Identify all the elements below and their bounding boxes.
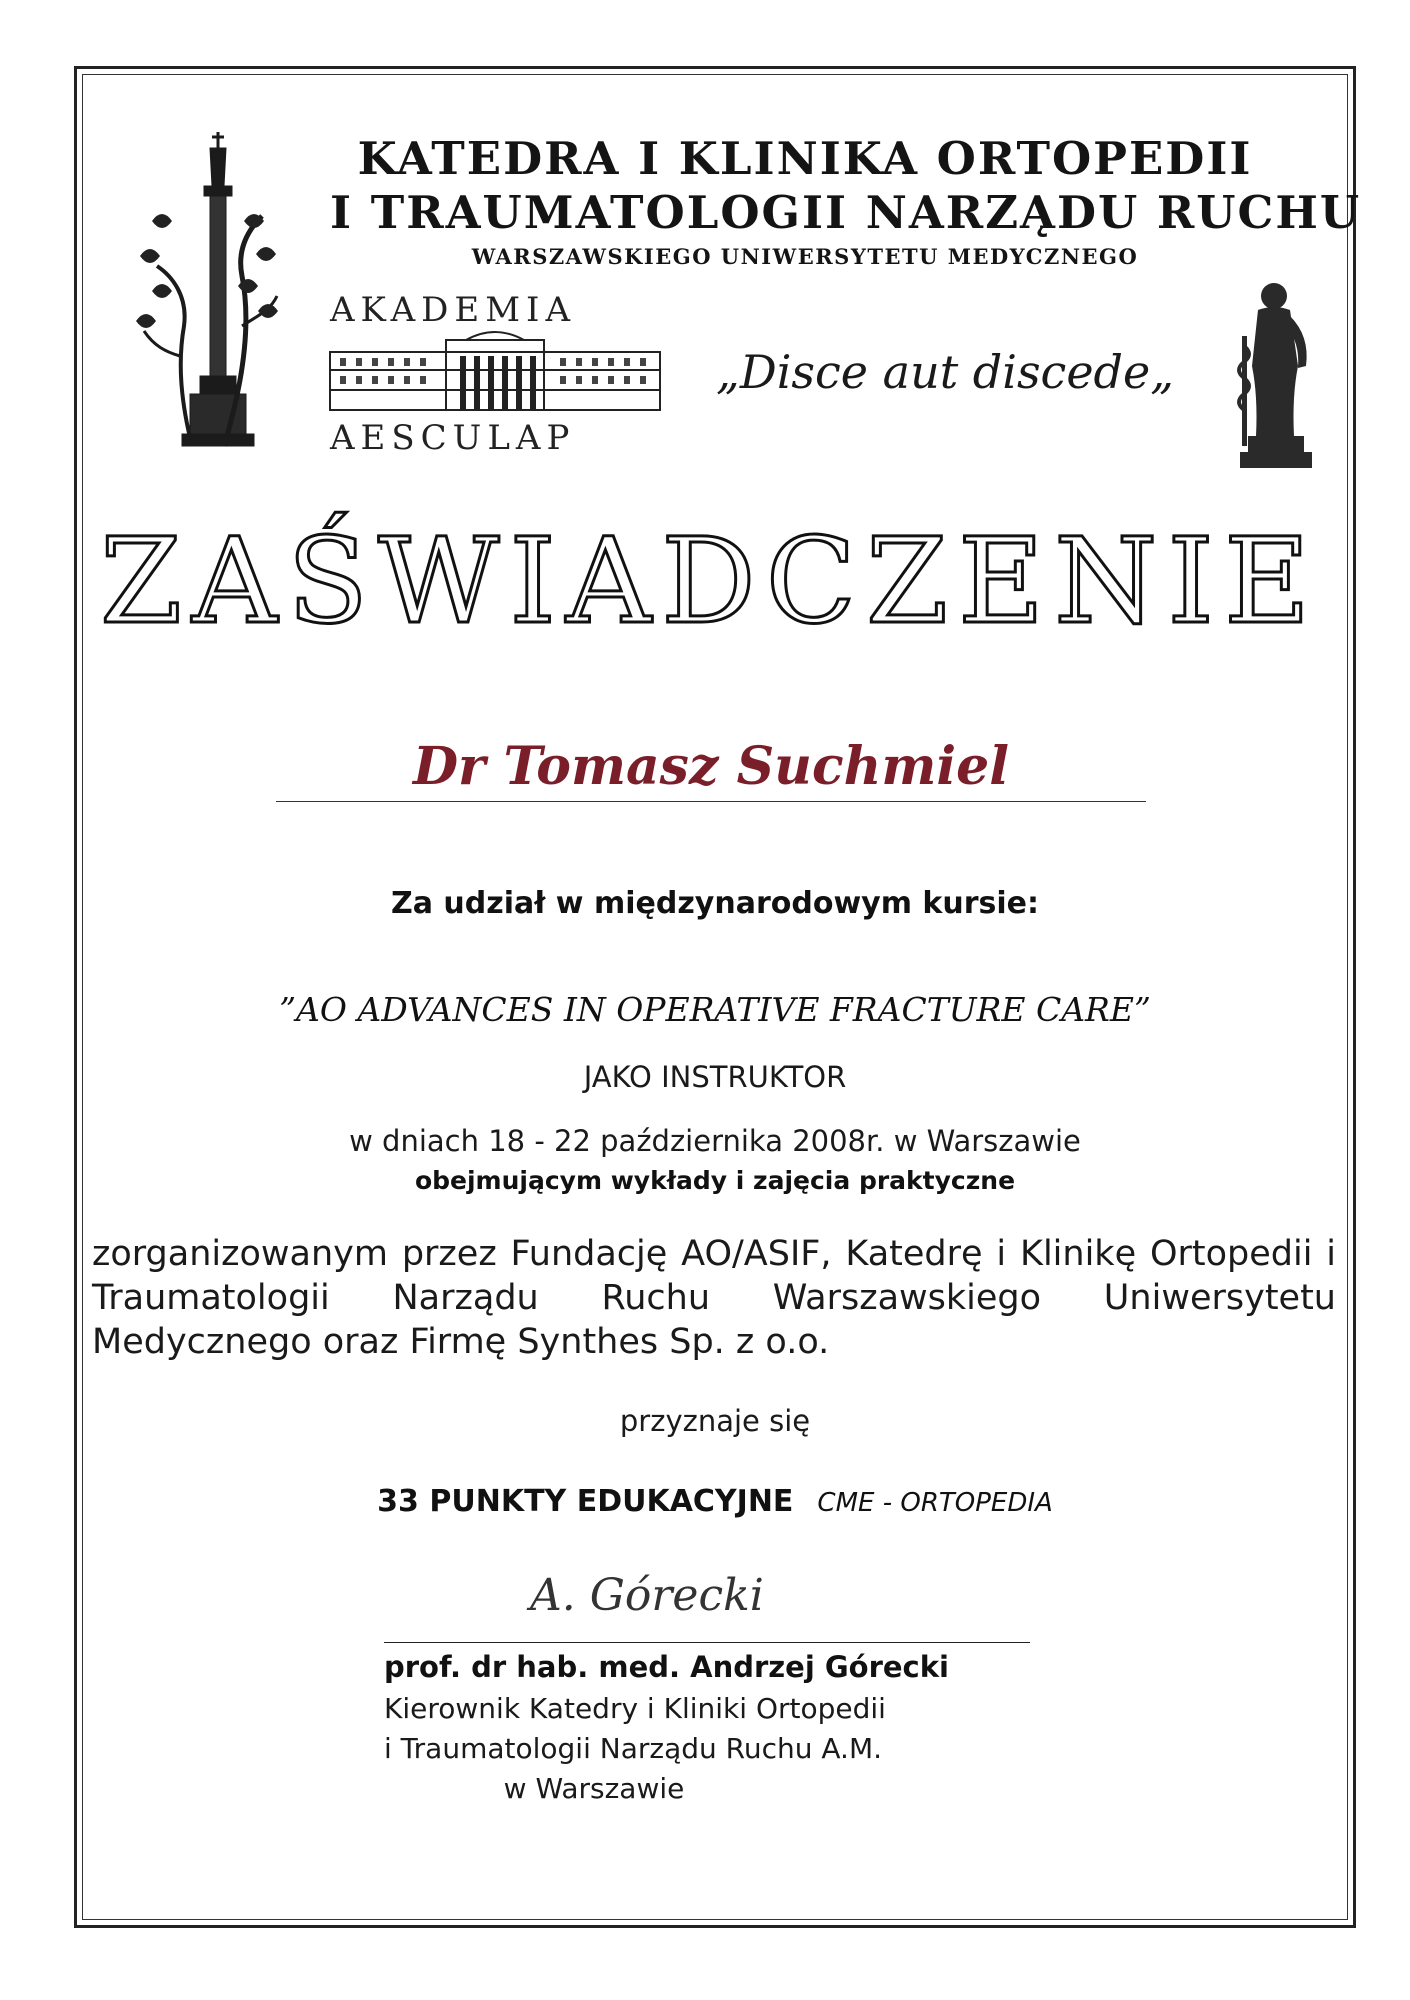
awarded-text: przyznaje się [619,1404,811,1438]
course-title: ”AO ADVANCES IN OPERATIVE FRACTURE CARE” [279,990,1151,1029]
signature-line [384,1642,1030,1643]
signatory-name: prof. dr hab. med. Andrzej Górecki [384,1650,949,1684]
scope-text: obejmującym wykłady i zajęcia praktyczne [414,1166,1016,1195]
header-line-3: WARSZAWSKIEGO UNIWERSYTETU MEDYCZNEGO [471,244,1139,269]
points-line [90,1484,1340,1519]
signatory-title-1: Kierownik Katedry i Kliniki Ortopedii [384,1692,886,1725]
recipient-underline [276,801,1146,802]
motto: „Disce aut discede„ [716,345,1175,399]
column-tree-emblem [132,126,282,456]
intro-text: Za udział w międzynarodowym kursie: [390,886,1040,921]
organizers-paragraph: zorganizowanym przez Fundację AO/ASIF, Katedrę i Klinikę Ortopedii i Traumatologii Narządu Ruchu Warszawskiego Uniwersytetu Medycznego oraz Firmę Synthes Sp. z o.o. [92,1234,1336,1362]
points-text: 33 PUNKTY EDUKACYJNE [377,1484,794,1519]
dates-text: w dniach 18 - 22 października 2008r. w Warszawie [349,1124,1081,1158]
recipient-name: Dr Tomasz Suchmiel [412,736,1010,797]
document-title: ZAŚWIADCZENIE [100,512,1321,650]
points-category: CME - ORTOPEDIA [817,1488,1053,1518]
logo-text-bottom: AESCULAP [330,418,576,458]
aesculapius-statue-icon [1228,276,1322,472]
building-logo [326,330,666,416]
signatory-title-2: i Traumatologii Narządu Ruchu A.M. [384,1732,883,1765]
logo-text-top: AKADEMIA [330,290,577,330]
header-line-1: KATEDRA I KLINIKA ORTOPEDII [357,132,1253,185]
role-text: JAKO INSTRUKTOR [583,1060,847,1094]
header-line-2: I TRAUMATOLOGII NARZĄDU RUCHU [330,186,1362,239]
handwritten-signature: A. Górecki [530,1570,764,1621]
signatory-title-3: w Warszawie [503,1772,685,1805]
